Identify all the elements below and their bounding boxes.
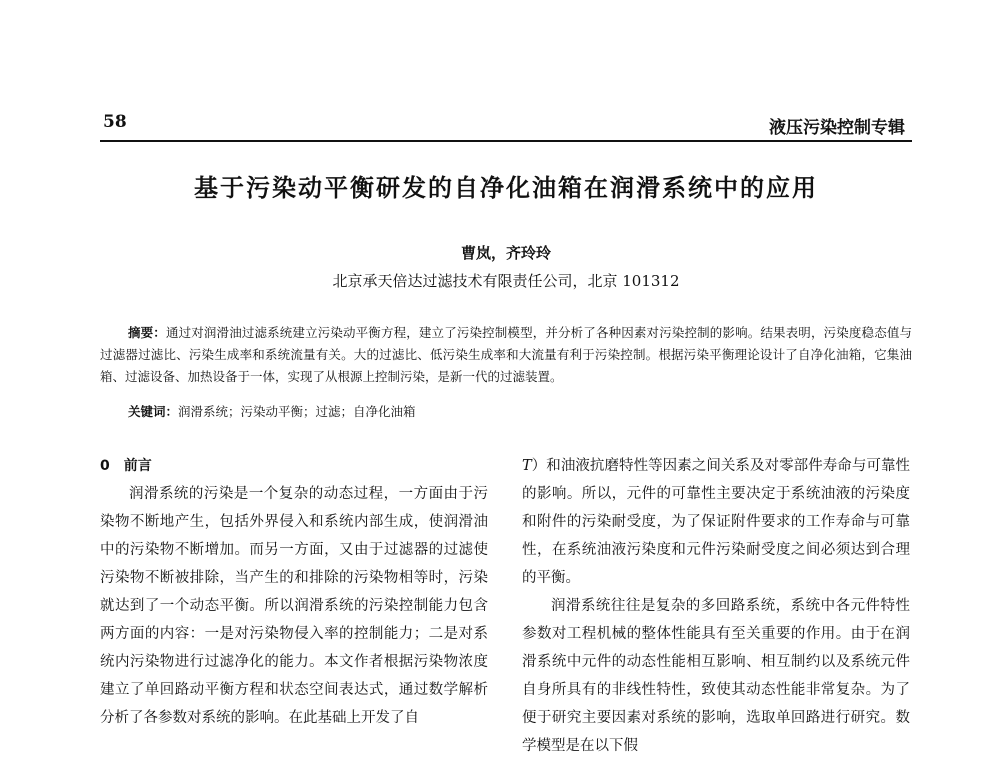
section-heading-introduction: 0 前言 — [100, 458, 152, 474]
intro-paragraph: 润滑系统的污染是一个复杂的动态过程，一方面由于污染物不断地产生，包括外界侵入和系统内部生成，使润滑油中的污染物不断增加。而另一方面，又由于过滤器的过滤使污染物不断被排除，当产生的和排除的污染物相等时，污染就达到了一个动态平衡。所以润滑系统的污染控制能力包含两方面的内容：一是对污染物侵入率的控制能力；二是对系统内污染物进行过滤净化的能力。本文作者根据污染物浓度建立了单回路动平衡方程和状态空间表达式，通过数学解析分析了各参数对系统的影响。在此基础上开发了自 — [100, 486, 488, 726]
abstract-label: 摘要： — [128, 325, 166, 340]
keywords-label: 关键词： — [128, 404, 179, 419]
keywords — [128, 401, 912, 423]
symbol-t: T — [522, 458, 532, 474]
right-paragraph-1-text: ）和油液抗磨特性等因素之间关系及对零部件寿命与可靠性的影响。所以，元件的可靠性主要决定于系统油液的污染度和附件的污染耐受度，为了保证附件要求的工作寿命与可靠性，在系统油液污染度和元件污染耐受度之间必须达到合理的平衡。 — [522, 458, 910, 586]
keywords-text: 润滑系统；污染动平衡；过滤；自净化油箱 — [178, 404, 416, 419]
authors: 曹岚，齐玲玲 — [460, 244, 551, 262]
right-column — [522, 452, 910, 760]
header-rule — [100, 140, 912, 142]
abstract-text: 通过对润滑油过滤系统建立污染动平衡方程，建立了污染控制模型，并分析了各种因素对污染控制的影响。结果表明，污染度稳态值与过滤器过滤比、污染生成率和系统流量有关。大的过滤比、低污染生成率和大流量有利于污染控制。根据污染平衡理论设计了自净化油箱，它集油箱、过滤设备、加热设备于一体，实现了从根源上控制污染，是新一代的过滤装置。 — [100, 325, 912, 384]
paper-title: 基于污染动平衡研发的自净化油箱在润滑系统中的应用 — [194, 174, 818, 202]
right-paragraph-1 — [522, 452, 910, 592]
left-column — [100, 452, 488, 732]
right-paragraph-2: 润滑系统往往是复杂的多回路系统，系统中各元件特性参数对工程机械的整体性能具有至关重要的作用。由于在润滑系统中元件的动态性能相互影响、相互制约以及系统元件自身所具有的非线性特性，致使其动态性能非常复杂。为了便于研究主要因素对系统的影响，选取单回路进行研究。数学模型是在以下假 — [522, 598, 910, 754]
journal-name: 液压污染控制专辑 — [769, 118, 905, 138]
abstract — [100, 322, 912, 388]
affiliation: 北京承天倍达过滤技术有限责任公司，北京 101312 — [332, 272, 680, 290]
page-number: 58 — [103, 112, 127, 132]
